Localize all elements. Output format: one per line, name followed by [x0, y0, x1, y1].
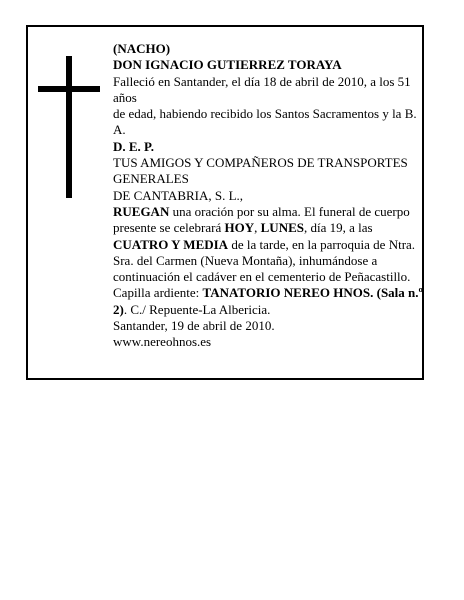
sacraments-line: de edad, habiendo recibido los Santos Sacramentos y la B. A. [113, 106, 417, 138]
ruegan-word: RUEGAN [113, 203, 170, 219]
cross-horizontal-bar [38, 86, 100, 92]
website-text: www.nereohnos.es [113, 334, 212, 350]
funeral-text-3: de la tarde, en la parroquia de Ntra. Sra. del Carmen (Nueva Montaña), inhumándose a continuación el cadáver en el cementerio de Peñacastillo. Capilla ardiente: [113, 236, 416, 301]
tanatorio-name: TANATORIO NEREO HNOS. (Sala n.º 2) [113, 285, 423, 317]
notice-text [113, 41, 423, 351]
deceased-name: DON IGNACIO GUTIERREZ TORAYA [113, 57, 342, 73]
obituary-notice [26, 25, 424, 380]
funeral-text-1: una oración por su alma. El funeral de cuerpo presente se celebrará [113, 203, 410, 236]
funeral-paragraph [113, 204, 423, 318]
hoy-word: HOY [224, 220, 255, 236]
dep-line: D. E. P. [113, 138, 155, 154]
nickname: (NACHO) [113, 41, 171, 56]
death-line: Falleció en Santander, el día 18 de abril de 2010, a los 51 años [113, 73, 411, 105]
funeral-text-2: , día 19, a las [304, 220, 373, 236]
cross-vertical-bar [66, 56, 72, 198]
lunes-word: LUNES [260, 220, 304, 236]
funeral-time: CUATRO Y MEDIA [113, 236, 229, 252]
date-line: Santander, 19 de abril de 2010. [113, 318, 275, 334]
cross-icon [38, 56, 100, 198]
funeral-text-4: . C./ Repuente-La Albericia. [123, 301, 271, 317]
mourners-line-1: TUS AMIGOS Y COMPAÑEROS DE TRANSPORTES GENERALES [113, 155, 408, 187]
funeral-comma: , [254, 220, 261, 236]
mourners-line-2: DE CANTABRIA, S. L., [113, 187, 244, 203]
